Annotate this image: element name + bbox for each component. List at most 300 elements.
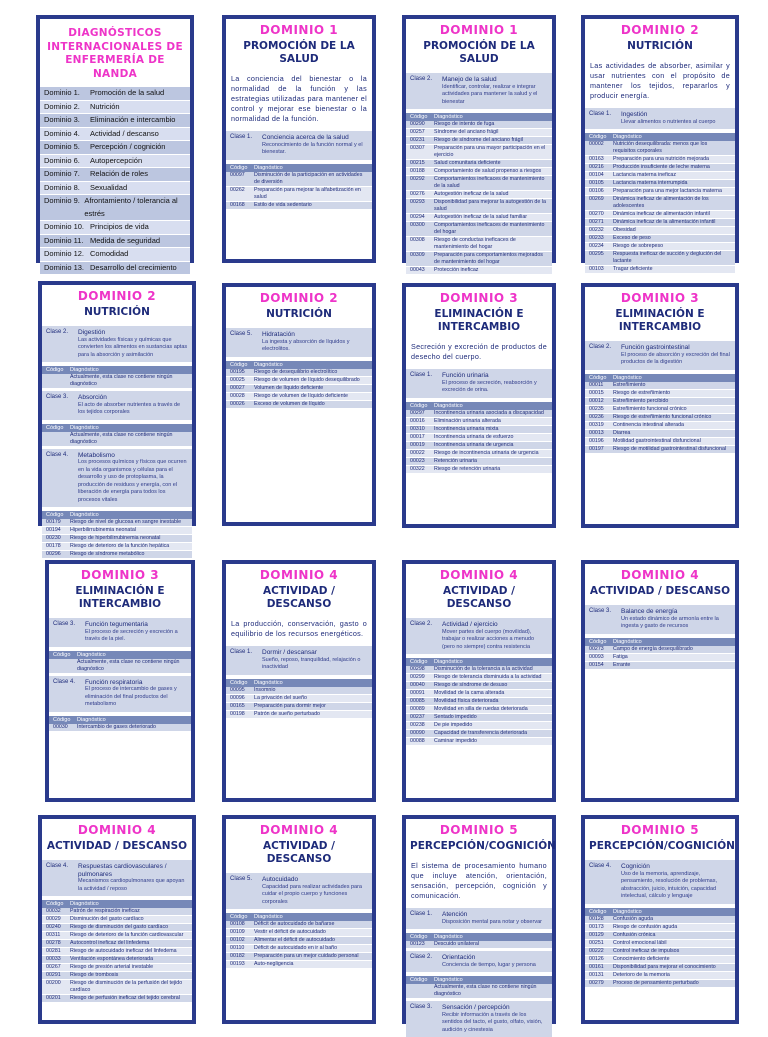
domain-number: DOMINIO 3 — [80, 568, 160, 582]
class-info — [78, 329, 188, 359]
diagnosis-name: Riesgo de presión arterial inestable — [70, 964, 154, 970]
diagnosis-row — [406, 191, 552, 199]
class-description: Mover partes del cuerpo (movilidad), trabajar o realizar acciones a menudo (pero no siempre) contra resistencia — [442, 628, 535, 650]
diagnosis-code: 00292 — [410, 176, 425, 182]
diagnosis-row — [42, 543, 192, 551]
diagnosis-row — [585, 956, 735, 964]
diagnosis-row — [585, 430, 735, 438]
diagnosis-list — [406, 410, 552, 474]
diagnosis-row — [406, 714, 552, 722]
diagnosis-code: 00106 — [589, 188, 604, 194]
domain-number: DOMINIO 5 — [439, 823, 519, 837]
nanda-domain-name: Eliminación e intercambio — [90, 115, 176, 124]
domain-name: NUTRICIÓN — [84, 306, 150, 318]
diagnosis-name: Retención urinaria — [434, 457, 477, 464]
code-header — [585, 374, 735, 382]
diagnosis-name: Actualmente, esta clase no contiene ningún diagnóstico — [70, 374, 173, 387]
diagnosis-name: Protección ineficaz — [434, 267, 479, 273]
class-description: Llevar alimentos o nutrientes al cuerpo — [621, 118, 716, 125]
nanda-domain-number: Dominio 4. — [44, 128, 80, 138]
diagnosis-list — [585, 141, 735, 274]
class-description: El proceso de secreción y excreción a través de la piel. — [85, 628, 178, 642]
diagnosis-row — [42, 916, 192, 924]
diagnosis-name: Preparación para un mejor cuidado personal — [254, 953, 359, 959]
domain-number: DOMINIO 2 — [77, 289, 157, 303]
nanda-domain-list — [40, 87, 190, 275]
class-header — [585, 860, 735, 904]
domain-card — [222, 15, 376, 263]
diagnosis-name: Control emocional lábil — [613, 939, 667, 946]
domain-name: ACTIVIDAD / DESCANSO — [263, 585, 335, 610]
class-header — [49, 676, 191, 712]
class-info — [78, 863, 188, 893]
diagnosis-code: 00012 — [589, 397, 604, 404]
diagnosis-name: Errante — [613, 661, 631, 668]
class-description: El proceso de absorción y excreción del final productos de la digestión — [621, 351, 730, 365]
domain-name: ELIMINACIÓN E INTERCAMBIO — [434, 308, 524, 333]
class-title: Sensación / percepción — [442, 1004, 510, 1011]
diagnosis-name: Riesgo de volumen de líquido desequilibrado — [254, 376, 360, 383]
diagnosis-list — [406, 984, 552, 999]
diagnosis-row — [406, 730, 552, 738]
code-header — [585, 133, 735, 141]
code-col-label: Código — [230, 164, 248, 171]
domain-number: DOMINIO 1 — [259, 23, 339, 37]
diagnosis-code: 00091 — [410, 690, 425, 696]
diagnosis-row — [42, 535, 192, 543]
diagnosis-row — [585, 414, 735, 422]
diagnosis-name: Riesgo de desequilibrio electrolítico — [254, 368, 338, 375]
diagnosis-row — [585, 964, 735, 972]
diagnosis-code: 00102 — [230, 937, 245, 943]
diagnosis-code: 00089 — [410, 706, 425, 712]
diagnosis-name: Lactancia materna interrumpida — [613, 180, 688, 186]
nanda-domain-name: Medida de seguridad — [90, 235, 161, 245]
diagnosis-row — [406, 666, 552, 674]
code-col-label: Código — [410, 659, 428, 665]
diagnosis-name: Estreñimiento — [613, 381, 646, 388]
class-info — [442, 911, 548, 926]
domain-card — [402, 560, 556, 802]
diagnosis-name: Vestir el déficit de autocuidado — [254, 929, 326, 935]
nanda-domain-name: Autopercepción — [90, 155, 143, 165]
diagnosis-name: Riesgo de síndrome metabólico — [70, 551, 145, 557]
class-description: Recibir información a través de los sentidos del tacto, el gusto, olfato, visión, audición y cinestesia — [442, 1011, 543, 1033]
diagnosis-row — [406, 418, 552, 426]
domain-number: DOMINIO 4 — [439, 568, 519, 582]
diagnosis-name: Capacidad de transferencia deteriorada — [434, 730, 528, 736]
class-header — [226, 646, 372, 675]
class-description: El acto de absorber nutrientes a través de los tejidos corporales — [78, 401, 181, 415]
diagnosis-code: 00011 — [589, 381, 604, 388]
diagnosis-row — [406, 410, 552, 418]
diagnosis-row — [42, 432, 192, 447]
card-body — [406, 367, 552, 524]
diagnosis-list — [585, 646, 735, 670]
class-number: Clase 1. — [589, 111, 612, 117]
class-number: Clase 1. — [230, 134, 253, 140]
diagnosis-name: Actualmente, esta clase no contiene ningún diagnóstico — [434, 984, 537, 997]
diagnosis-row — [406, 252, 552, 267]
diagnosis-name: Lactancia materna ineficaz — [613, 172, 677, 178]
diagnosis-row — [585, 948, 735, 956]
diagnosis-code: 00085 — [410, 698, 425, 704]
code-header — [406, 402, 552, 410]
diagnosis-code: 00310 — [410, 425, 425, 432]
diagnosis-code: 00022 — [410, 449, 425, 456]
diagnosis-name: Alimentar el déficit de autocuidado — [254, 937, 335, 943]
diagnosis-code: 00262 — [230, 186, 245, 193]
diagnosis-name: Conocimiento deficiente — [613, 955, 670, 962]
diagnosis-row — [226, 961, 372, 969]
code-header — [42, 424, 192, 432]
diagnosis-row — [42, 519, 192, 527]
diagnosis-name: Disminución de la participación en actividades de diversión — [254, 171, 363, 185]
diagnosis-col-label: Diagnóstico — [254, 164, 283, 171]
diagnosis-col-label: Diagnóstico — [434, 934, 463, 940]
diagnosis-name: Deterioro de la memoria — [613, 971, 670, 978]
diagnosis-code: 00216 — [589, 164, 604, 170]
diagnosis-row — [406, 466, 552, 474]
class-info — [262, 876, 368, 906]
diagnosis-col-label: Diagnóstico — [70, 367, 99, 373]
diagnosis-row — [406, 738, 552, 746]
class-header — [406, 908, 552, 929]
diagnosis-code: 00194 — [46, 527, 61, 533]
class-number: Clase 3. — [589, 608, 612, 614]
nanda-row — [40, 235, 190, 249]
diagnosis-code: 00290 — [410, 121, 425, 127]
domain-name: ELIMINACIÓN E INTERCAMBIO — [75, 585, 165, 610]
diagnosis-name: Diarrea — [613, 429, 631, 436]
diagnosis-code: 00200 — [46, 980, 61, 986]
diagnosis-code: 00002 — [589, 141, 604, 147]
class-description: Un estado dinámico de armonía entre la ingesta y gasto de recursos — [621, 615, 719, 629]
class-title: Actividad / ejercicio — [442, 621, 498, 628]
diagnosis-row — [585, 446, 735, 454]
diagnosis-row — [42, 908, 192, 916]
class-header — [42, 326, 192, 362]
class-title: Función tegumentaria — [85, 621, 148, 628]
nanda-domain-number: Dominio 9. — [44, 196, 80, 205]
class-header — [226, 328, 372, 357]
diagnosis-row — [226, 172, 372, 187]
diagnosis-name: Riesgo de perfusión ineficaz del tejido cerebral — [70, 995, 180, 1001]
domain-card — [581, 560, 739, 802]
diagnosis-row — [406, 450, 552, 458]
diagnosis-name: Riesgo de hiperbilirrubinemia neonatal — [70, 535, 161, 541]
nanda-row — [40, 155, 190, 169]
diagnosis-row — [226, 703, 372, 711]
class-info — [85, 621, 187, 644]
diagnosis-code — [46, 432, 70, 446]
class-description: Sueño, reposo, tranquilidad, relajación o inactividad — [262, 656, 361, 670]
domain-number: DOMINIO 1 — [439, 23, 519, 37]
diagnosis-code: 00095 — [230, 686, 245, 693]
code-header — [226, 679, 372, 687]
nanda-domain-name: Nutrición — [90, 101, 120, 111]
diagnosis-code: 00251 — [589, 939, 604, 946]
diagnosis-code: 00198 — [230, 710, 245, 717]
domain-number: DOMINIO 4 — [259, 568, 339, 582]
diagnosis-name: Movilidad en silla de ruedas deteriorada — [434, 706, 528, 712]
diagnosis-name: Caminar impedido — [434, 738, 477, 744]
diagnosis-row — [585, 406, 735, 414]
class-title: Autocuidado — [262, 876, 299, 883]
diagnosis-row — [406, 129, 552, 137]
diagnosis-code: 00154 — [589, 661, 604, 668]
domain-definition: El sistema de procesamiento humano que incluye atención, orientación, sensación, percepción, cognición y comunicación. — [411, 861, 547, 900]
diagnosis-name: Incontinencia urinaria de esfuerzo — [434, 433, 514, 440]
diagnosis-code: 00029 — [46, 916, 61, 922]
diagnosis-code: 00013 — [589, 429, 604, 436]
diagnosis-row — [406, 674, 552, 682]
code-col-label: Código — [53, 716, 71, 723]
nanda-domain-number: Dominio 3. — [44, 115, 80, 124]
class-info — [621, 344, 731, 367]
diagnosis-col-label: Diagnóstico — [254, 914, 283, 920]
diagnosis-code: 00240 — [46, 924, 61, 930]
diagnosis-code: 00215 — [410, 160, 425, 166]
diagnosis-code: 00161 — [589, 963, 604, 970]
nanda-row — [40, 141, 190, 155]
code-col-label: Código — [410, 934, 428, 940]
diagnosis-name: Riesgo de autocuidado ineficaz del linfedema — [70, 948, 177, 954]
class-description: Reconocimiento de la función normal y el bienestar. — [262, 141, 363, 155]
domain-name: ACTIVIDAD / DESCANSO — [589, 585, 731, 597]
diagnosis-name: Patrón de sueño perturbado — [254, 710, 320, 717]
diagnosis-row — [585, 227, 735, 235]
domain-definition: Secreción y excreción de productos de desecho del cuerpo. — [411, 342, 547, 361]
class-header — [42, 449, 192, 508]
diagnosis-code: 00088 — [410, 738, 425, 744]
diagnosis-name: Riesgo de estreñimiento funcional crónico — [613, 413, 712, 420]
class-description: El proceso de intercambio de gases y eliminación del final productos del metabolismo — [85, 686, 177, 707]
diagnosis-name: Riesgo de deterioro de la función hepática — [70, 543, 170, 549]
diagnosis-name: Preparación para mejorar la alfabetización en salud — [254, 186, 361, 200]
class-title: Respuestas cardiovasculares / pulmonares — [78, 863, 167, 878]
code-header — [42, 900, 192, 908]
class-header — [406, 73, 552, 109]
card-body — [585, 339, 735, 524]
diagnosis-name: Confusión aguda — [613, 915, 654, 922]
diagnosis-code: 00238 — [410, 722, 425, 728]
diagnosis-name: Riesgo de deterioro de la función cardiovascular — [70, 932, 184, 938]
diagnosis-code: 00016 — [410, 417, 425, 424]
diagnosis-code: 00293 — [410, 199, 425, 205]
diagnosis-code: 00279 — [589, 979, 604, 986]
diagnosis-row — [42, 980, 192, 995]
nanda-domain-number: Dominio 8. — [44, 182, 80, 192]
diagnosis-row — [585, 646, 735, 654]
diagnosis-name: Sentado impedido — [434, 714, 477, 720]
diagnosis-list — [226, 921, 372, 969]
diagnosis-name: Comportamientos ineficaces de mantenimiento del hogar — [434, 222, 545, 235]
class-title: Digestión — [78, 329, 106, 336]
diagnosis-code: 00179 — [46, 519, 61, 525]
diagnosis-name: Exceso de peso — [613, 235, 651, 241]
diagnosis-code: 00195 — [230, 368, 245, 375]
diagnosis-row — [42, 551, 192, 559]
nanda-row — [40, 248, 190, 262]
code-col-label: Código — [46, 367, 64, 373]
diagnosis-row — [406, 237, 552, 252]
code-header — [406, 976, 552, 984]
diagnosis-row — [585, 172, 735, 180]
diagnosis-code: 00129 — [589, 931, 604, 938]
code-col-label: Código — [589, 134, 607, 140]
diagnosis-row — [226, 953, 372, 961]
diagnosis-row — [49, 659, 191, 674]
diagnosis-code: 00090 — [410, 730, 425, 736]
card-body — [406, 616, 552, 798]
diagnosis-code: 00182 — [230, 953, 245, 959]
nanda-title: DIAGNÓSTICOS INTERNACIONALES DE ENFERMERÍA DE NANDA — [47, 27, 183, 80]
class-title: Función gastrointestinal — [621, 344, 690, 351]
nanda-domain-name: Percepción / cognición — [90, 142, 166, 151]
domain-card — [581, 815, 739, 1024]
diagnosis-name: Riesgo de tolerancia disminuida a la actividad — [434, 674, 542, 680]
class-number: Clase 4. — [589, 863, 612, 869]
diagnosis-name: Preparación para una mayor participación en el ejercicio — [434, 145, 546, 158]
diagnosis-row — [406, 690, 552, 698]
diagnosis-name: Dinámica ineficaz de la alimentación infantil — [613, 219, 716, 225]
diagnosis-code: 00128 — [589, 915, 604, 922]
diagnosis-list — [406, 666, 552, 746]
class-header — [585, 108, 735, 129]
diagnosis-code: 00296 — [46, 551, 61, 557]
code-col-label: Código — [46, 424, 64, 431]
code-col-label: Código — [53, 651, 71, 658]
code-col-label: Código — [589, 638, 607, 645]
domain-number: DOMINIO 3 — [439, 291, 519, 305]
diagnosis-col-label: Diagnóstico — [613, 908, 642, 915]
diagnosis-row — [585, 980, 735, 988]
diagnosis-row — [585, 156, 735, 164]
diagnosis-row — [585, 251, 735, 266]
domain-number: DOMINIO 4 — [620, 568, 700, 582]
diagnosis-row — [585, 164, 735, 172]
diagnosis-code: 00109 — [230, 929, 245, 935]
diagnosis-name: Riesgo de nivel de glucosa en sangre inestable — [70, 519, 182, 525]
diagnosis-row — [226, 385, 372, 393]
diagnosis-code: 00222 — [589, 947, 604, 954]
nanda-card — [36, 15, 194, 272]
diagnosis-code: 00123 — [410, 941, 425, 947]
diagnosis-row — [406, 458, 552, 466]
class-number: Clase 3. — [410, 1004, 433, 1010]
diagnosis-name: Patrón de respiración ineficaz — [70, 908, 140, 914]
class-header — [49, 618, 191, 647]
code-col-label: Código — [589, 374, 607, 381]
diagnosis-code: 00294 — [410, 214, 425, 220]
diagnosis-code: 00165 — [230, 702, 245, 709]
diagnosis-list — [406, 121, 552, 275]
nanda-domain-name: Promoción de la salud — [90, 88, 165, 97]
diagnosis-code: 00300 — [410, 222, 425, 228]
domain-definition: La conciencia del bienestar o la normalidad de la función y las estrategias utilizadas para mantener el control y mejorar ese bienestar o la normalidad de la función. — [231, 74, 367, 123]
diagnosis-row — [585, 398, 735, 406]
diagnosis-code: 00311 — [46, 932, 61, 938]
diagnosis-code: 00231 — [410, 137, 425, 143]
diagnosis-row — [226, 369, 372, 377]
diagnosis-code: 00319 — [589, 421, 604, 428]
diagnosis-name: Riesgo de retención urinaria — [434, 465, 501, 472]
diagnosis-code: 00188 — [410, 168, 425, 174]
diagnosis-name: Auto-negligencia — [254, 961, 294, 967]
diagnosis-name: Comportamiento de salud propenso a riesgos — [434, 168, 542, 174]
diagnosis-code: 00015 — [589, 389, 604, 396]
code-col-label: Código — [230, 914, 248, 920]
diagnosis-name: Incontinencia urinaria de urgencia — [434, 441, 514, 448]
nanda-domain-name: Actividad / descanso — [90, 128, 159, 138]
diagnosis-col-label: Diagnóstico — [254, 679, 283, 686]
diagnosis-row — [42, 374, 192, 389]
card-body — [226, 871, 372, 1020]
diagnosis-code: 00105 — [589, 180, 604, 186]
card-body — [226, 326, 372, 522]
diagnosis-name: Disponibilidad para mejorar el conocimiento — [613, 963, 716, 970]
diagnosis-row — [49, 724, 191, 732]
domain-card — [222, 815, 376, 1024]
diagnosis-row — [42, 972, 192, 980]
class-number: Clase 2. — [46, 329, 69, 335]
diagnosis-col-label: Diagnóstico — [77, 716, 106, 723]
diagnosis-col-label: Diagnóstico — [70, 901, 99, 907]
diagnosis-code: 00281 — [46, 948, 61, 954]
diagnosis-name: Autogestión ineficaz de la salud familiar — [434, 214, 528, 220]
diagnosis-code: 00110 — [230, 945, 245, 951]
diagnosis-row — [226, 921, 372, 929]
class-description: Conciencia de tiempo, lugar y persona — [442, 961, 536, 968]
diagnosis-code: 00096 — [230, 694, 245, 701]
diagnosis-row — [406, 442, 552, 450]
domain-card — [402, 15, 556, 273]
diagnosis-code: 00019 — [410, 441, 425, 448]
code-header — [406, 113, 552, 121]
diagnosis-code: 00043 — [410, 267, 425, 273]
code-header — [49, 716, 191, 724]
class-description: Mecanismos cardiopulmonares que apoyan la actividad / reposo — [78, 878, 185, 892]
class-number: Clase 4. — [53, 678, 76, 685]
diagnosis-row — [585, 422, 735, 430]
diagnosis-code: 00297 — [410, 409, 425, 416]
diagnosis-name: Dinámica ineficaz de alimentación de los adolescentes — [613, 196, 709, 209]
diagnosis-row — [226, 945, 372, 953]
nanda-row — [40, 262, 190, 276]
domain-card — [38, 281, 196, 557]
diagnosis-name: Actualmente, esta clase no contiene ningún diagnóstico — [77, 658, 180, 672]
class-description: Capacidad para realizar actividades para cuidar el propio cuerpo y funciones corporales — [262, 883, 362, 905]
diagnosis-code: 00104 — [589, 172, 604, 178]
diagnosis-name: Riesgo de incontinencia urinaria de urgencia — [434, 449, 539, 456]
domain-definition: Las actividades de absorber, asimilar y usar nutrientes con el propósito de mantener los tejidos, repararlos y producir energía. — [590, 61, 730, 100]
class-title: Función respiratoria — [85, 678, 143, 686]
diagnosis-row — [406, 941, 552, 949]
diagnosis-code: 00025 — [230, 376, 245, 383]
diagnosis-row — [226, 695, 372, 703]
diagnosis-row — [585, 390, 735, 398]
diagnosis-name: Disminución del gasto cardíaco — [70, 916, 144, 922]
diagnosis-row — [226, 401, 372, 409]
card-body — [49, 616, 191, 798]
card-body — [406, 906, 552, 1037]
diagnosis-name: Movilidad de la cama alterada — [434, 690, 505, 696]
diagnosis-name: Riesgo de volumen de líquido deficiente — [254, 392, 348, 399]
diagnosis-col-label: Diagnóstico — [613, 134, 642, 140]
diagnosis-name: Comportamientos ineficaces de mantenimiento de la salud — [434, 176, 545, 189]
card-body — [585, 603, 735, 798]
